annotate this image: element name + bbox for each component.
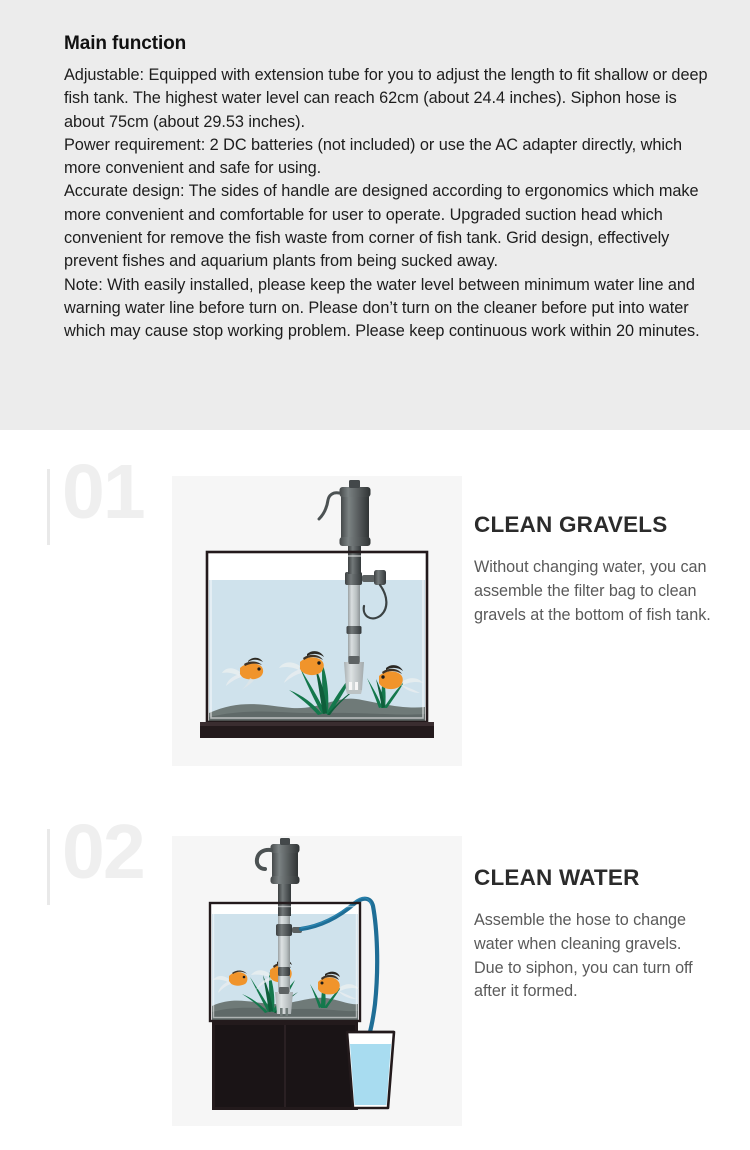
description-body: [64, 64, 716, 344]
illustration-clean-water: [172, 836, 462, 1126]
feature-description: Without changing water, you can assemble the filter bag to clean gravels at the bottom of fish tank.: [474, 558, 711, 624]
feature-number: 02: [62, 809, 144, 895]
feature-description-line: Due to siphon, you can turn off after it formed.: [474, 958, 693, 1001]
feature-text-block: [474, 512, 724, 627]
feature-number: 01: [62, 449, 144, 535]
page-title: Main function: [64, 33, 187, 54]
feature-text-block: [474, 865, 724, 1004]
number-rule: [47, 829, 50, 905]
feature-heading: CLEAN GRAVELS: [474, 512, 668, 537]
illustration-clean-gravels: [172, 476, 462, 766]
description-paragraph: Power requirement: 2 DC batteries (not included) or use the AC adapter directly, which more convenient and safe for using.: [64, 135, 683, 178]
description-paragraph: Note: With easily installed, please keep the water level between minimum water line and warning water line before turn on. Please don’t turn on the cleaner before put into water which may cause stop working problem. Please keep continuous work within 20 minutes.: [64, 275, 700, 341]
feature-heading: CLEAN WATER: [474, 865, 640, 890]
feature-description: [474, 909, 724, 1004]
feature-section-clean-water: [0, 790, 750, 1150]
main-function-section: [0, 0, 750, 430]
number-rule: [47, 469, 50, 545]
feature-section-clean-gravels: [0, 430, 750, 790]
description-paragraph: Adjustable: Equipped with extension tube for you to adjust the length to fit shallow or deep fish tank. The highest water level can reach 62cm (about 24.4 inches). Siphon hose is about 75cm (about 29.53 inches).: [64, 66, 708, 131]
description-paragraph: Accurate design: The sides of handle are designed according to ergonomics which make more convenient and comfortable for user to operate. Upgraded suction head which convenient for remove the fish waste from corner of fish tank. Grid design, effectively prevent fishes and aquarium plants from being sucked away.: [64, 182, 699, 271]
feature-description-line: Assemble the hose to change water when cleaning gravels.: [474, 911, 686, 953]
